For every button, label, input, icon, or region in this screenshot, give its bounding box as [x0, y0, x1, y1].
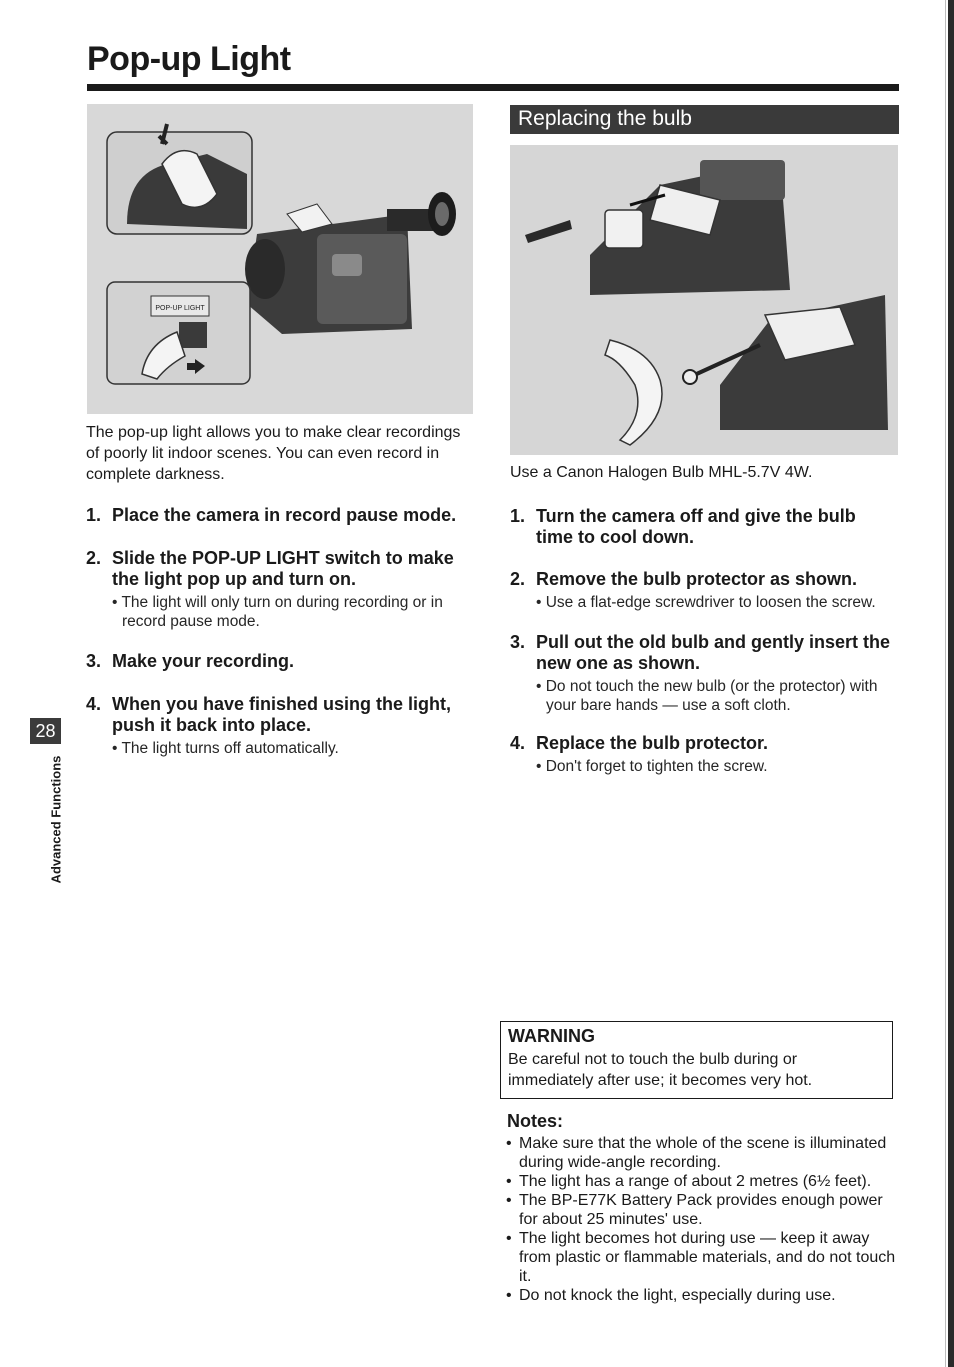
right-steps — [510, 506, 895, 776]
left-step-1: 1. Place the camera in record pause mode. — [86, 505, 457, 525]
camcorder-drawing — [87, 104, 473, 414]
left-step-3: 3. Make your recording. — [86, 651, 295, 671]
section-title: Replacing the bulb — [518, 107, 692, 130]
note-item: • The light has a range of about 2 metres (6½ feet). — [506, 1172, 898, 1191]
left-step-2: 2. Slide the POP-UP LIGHT switch to make the light pop up and turn on. • The light will only turn on during recording or in record pause mode. — [86, 548, 476, 631]
warning-box — [500, 1021, 893, 1099]
title-rule — [87, 84, 899, 91]
right-step-3: 3. Pull out the old bulb and gently insert the new one as shown. • Do not touch the new bulb (or the protector) with your bare hands — use a soft cloth. — [510, 632, 895, 715]
page-edge — [948, 0, 954, 1367]
section-side-label: Advanced Functions — [48, 755, 64, 884]
right-step-4-note: • Don't forget to tighten the screw. — [536, 758, 768, 775]
note-item: • Do not knock the light, especially during use. — [506, 1286, 898, 1305]
intro-text: The pop-up light allows you to make clear recordings of poorly lit indoor scenes. You can even record in complete darkness. — [86, 424, 461, 483]
note-item: • Make sure that the whole of the scene is illuminated during wide-angle recording. — [506, 1134, 898, 1172]
bulb-caption: Use a Canon Halogen Bulb MHL-5.7V 4W. — [510, 464, 813, 481]
warning-body: Be careful not to touch the bulb during or immediately after use; it becomes very hot. — [508, 1051, 813, 1089]
right-step-2-note: • Use a flat-edge screwdriver to loosen the screw. — [536, 594, 876, 611]
camcorder-illustration — [87, 104, 473, 414]
right-step-3-note: • Do not touch the new bulb (or the protector) with your bare hands — use a soft cloth. — [536, 678, 878, 714]
notes-title: Notes: — [507, 1111, 564, 1131]
right-step-2: 2. Remove the bulb protector as shown. • Use a flat-edge screwdriver to loosen the screw. — [510, 569, 895, 612]
right-step-4: 4. Replace the bulb protector. • Don't forget to tighten the screw. — [510, 733, 895, 776]
bulb-replacement-drawing — [510, 145, 898, 455]
right-step-1: 1. Turn the camera off and give the bulb time to cool down. — [510, 506, 856, 547]
left-steps — [86, 505, 476, 758]
left-step-2-note: • The light will only turn on during recording or in record pause mode. — [112, 594, 443, 630]
left-step-4-note: • The light turns off automatically. — [112, 740, 339, 757]
page-edge-line — [945, 0, 946, 1367]
notes-list — [506, 1134, 898, 1305]
note-item: • The light becomes hot during use — keep it away from plastic or flammable materials, and do not touch it. — [506, 1229, 898, 1286]
page-title: Pop-up Light — [87, 40, 291, 78]
warning-title: WARNING — [508, 1026, 595, 1046]
section-header-replacing-bulb — [510, 105, 899, 134]
bulb-replacement-illustration — [510, 145, 898, 455]
left-step-4: 4. When you have finished using the light, push it back into place. • The light turns off automatically. — [86, 694, 476, 758]
page-number-tab: 28 — [30, 718, 61, 744]
pop-up-light-switch-label: POP-UP LIGHT — [155, 305, 205, 312]
note-item: • The BP-E77K Battery Pack provides enough power for about 25 minutes' use. — [506, 1191, 898, 1229]
